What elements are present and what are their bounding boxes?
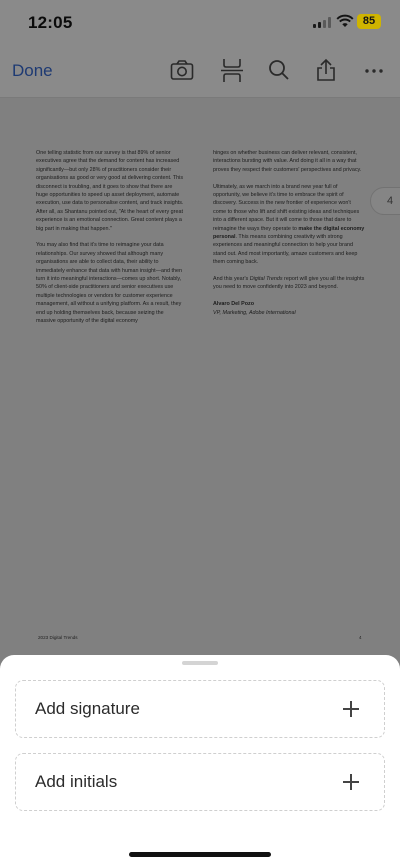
status-bar — [0, 0, 400, 44]
left-column — [36, 149, 184, 334]
add-signature-label: Add signature — [35, 699, 140, 718]
signature-name: Alvaro Del Pozo — [213, 301, 255, 308]
share-icon[interactable] — [312, 56, 340, 84]
status-time: 12:05 — [28, 13, 73, 32]
page-number-indicator[interactable]: 4 — [370, 187, 400, 215]
more-icon[interactable] — [360, 56, 388, 84]
camera-icon[interactable] — [168, 56, 196, 84]
wifi-icon — [336, 14, 354, 28]
home-indicator[interactable] — [129, 852, 271, 857]
cellular-signal-icon — [313, 17, 331, 28]
right-column — [213, 149, 365, 317]
page-footer-title: 2023 Digital Trends — [38, 635, 78, 640]
document-page — [22, 139, 372, 651]
scan-icon[interactable] — [218, 56, 246, 84]
signature-sheet — [0, 655, 400, 865]
paragraph: hinges on whether business can deliver relevant, consistent, interactions bursting with value. And doing it all in a way that proves they respect their customers' perspectives and privacy. — [213, 150, 362, 173]
toolbar — [0, 44, 400, 98]
paragraph: One telling statistic from our survey is that 89% of senior executives agree that the demand for content has increased significantly—but only 28% of practitioners consider their organisations as good or very good at delivering content. This disconnect is troubling, and it goes to show that there are huge opportunities to speed up asset deployment, automate execution, use data to personalise content, and track insights. After all, as Shantanu pointed out, "At the heart of every great experience is an emotional connection. Great content plays a big part in making that happen." — [36, 150, 184, 232]
done-button[interactable]: Done — [12, 61, 53, 80]
paragraph: Ultimately, as we march into a brand new year full of opportunity, we believe it's time to embrace the spirit of discovery. Success in the new frontier of experience won't come to those who lift and shift existing ideas and techniques into a different space. But it will come to those that dare to reimagine the ways they operate to make the digital economy personal. This means combining creativity with strong experiences and meaningful connection to help your brand stand out. And most importantly, amaze customers and keep them coming back. — [213, 183, 365, 266]
page-footer-number: 4 — [359, 635, 362, 640]
paragraph: You may also find that it's time to reimagine your data relationships. Our survey showed that although many organisations are able to collect data, their ability to immediately enhance that data with human insight—and then turn it into meaningful interactions—comes up short. Notably, 50% of client-side practitioners and senior executives use multiple technologies or vendors for customer experience management, all without a unifying platform. As a result, they end up holding themselves back, because seizing the massive opportunity of the digital economy — [36, 242, 182, 325]
sheet-grabber[interactable] — [182, 661, 218, 665]
plus-icon — [342, 700, 360, 718]
document-viewer[interactable] — [0, 99, 400, 655]
add-initials-label: Add initials — [35, 772, 118, 791]
search-icon[interactable] — [265, 56, 293, 84]
signature-title: VP, Marketing, Adobe International — [213, 309, 296, 316]
battery-indicator: 85 — [357, 14, 381, 29]
paragraph: And this year's Digital Trends report will give you all the insights you need to move confidently into 2023 and beyond. — [213, 276, 365, 291]
add-initials-button[interactable] — [15, 753, 385, 811]
plus-icon — [342, 773, 360, 791]
add-signature-button[interactable] — [15, 680, 385, 738]
